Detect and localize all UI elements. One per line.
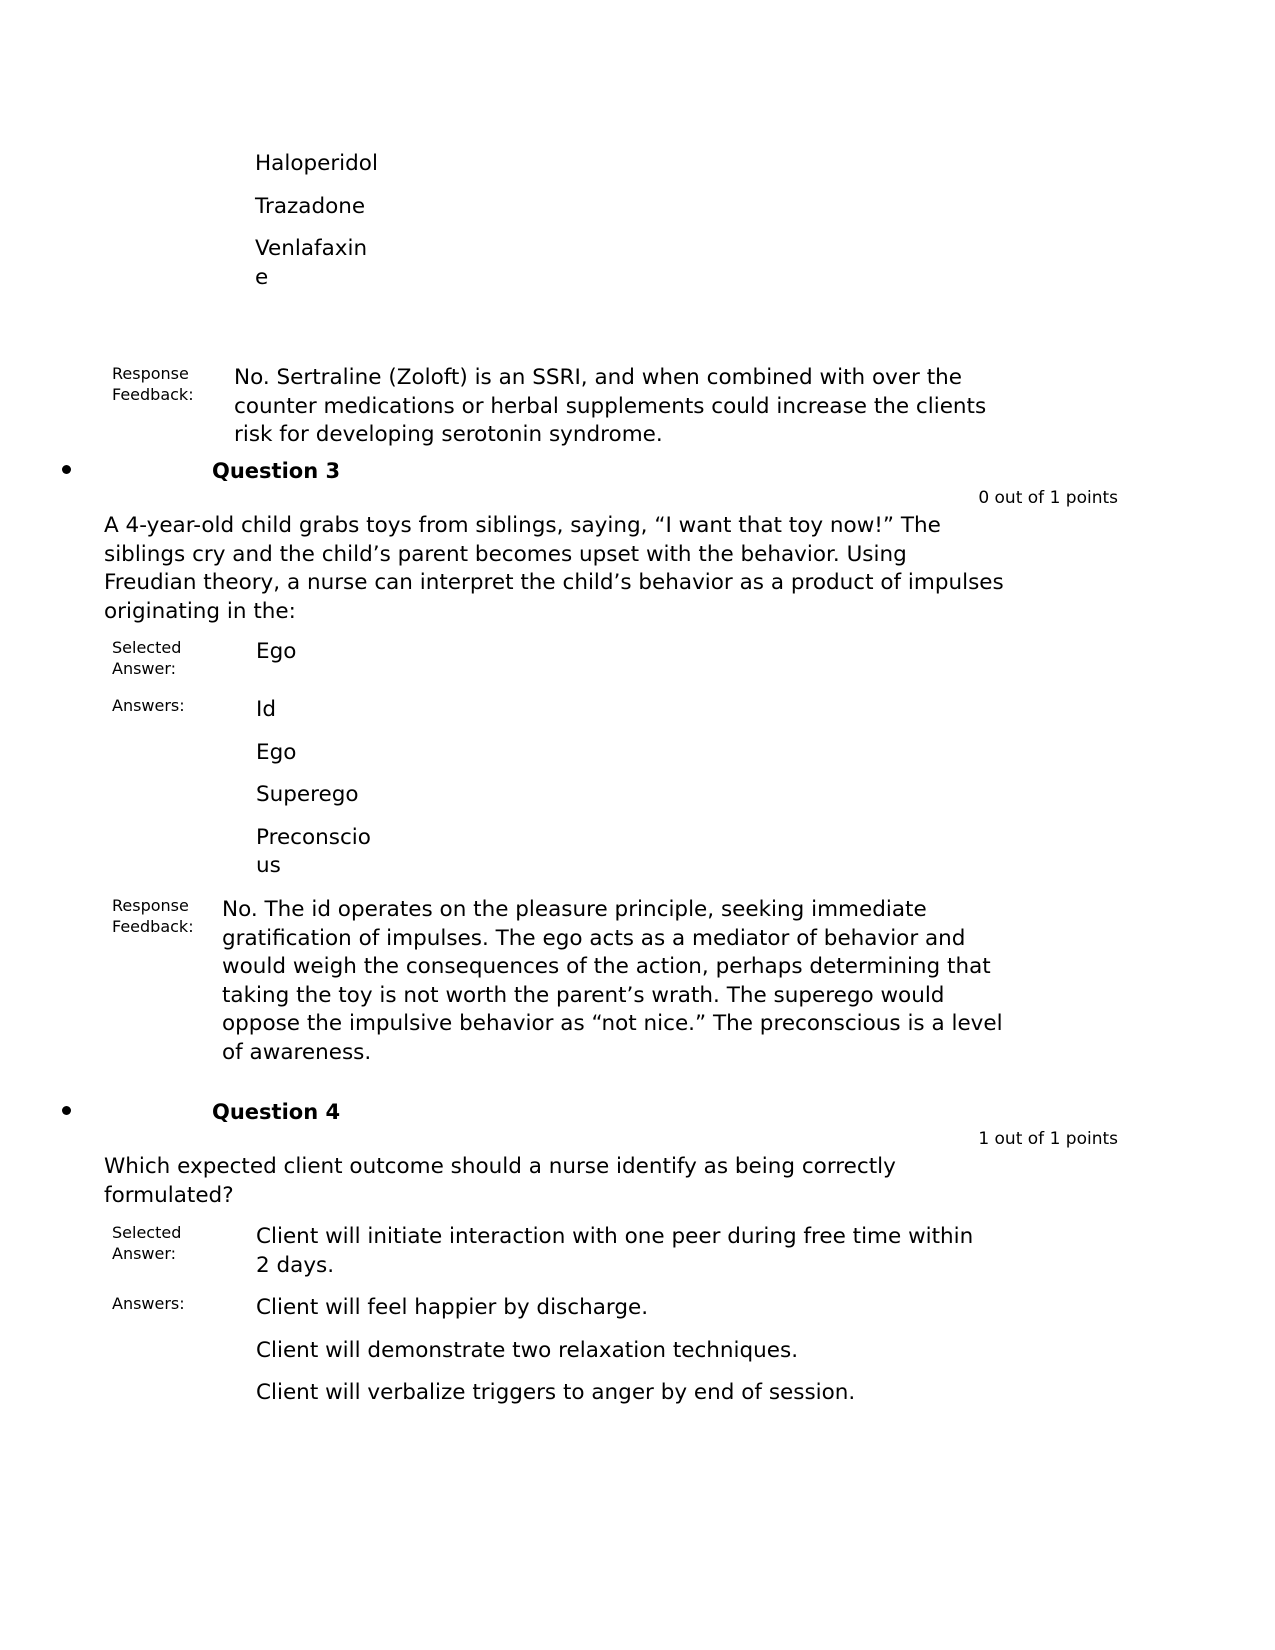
answer-option: Id: [256, 697, 276, 722]
answer-option: Trazadone: [255, 193, 366, 219]
question-4-selected-answer-row: [112, 1223, 1012, 1280]
carryover-response-feedback: [112, 364, 1012, 450]
response-feedback-label: Response Feedback:: [112, 896, 194, 936]
selected-answer-value: Client will initiate interaction with one peer during free time within 2 days.: [256, 1224, 974, 1278]
answers-list: [234, 696, 1012, 881]
question-3-selected-answer-row: [112, 638, 1012, 678]
list-bullet-icon: [62, 1106, 71, 1115]
selected-answer-label: Selected Answer:: [112, 1223, 182, 1263]
response-feedback-text: No. Sertraline (Zoloft) is an SSRI, and when combined with over the counter medications or herbal supplements could increase the clients risk for developing serotonin syndrome.: [234, 365, 987, 448]
carryover-options-list: [255, 150, 380, 306]
answers-list: [234, 1294, 1012, 1408]
question-3-points: 0 out of 1 points: [978, 488, 1118, 508]
question-4-title: Question 4: [212, 1100, 341, 1124]
selected-answer-value: Ego: [256, 639, 297, 664]
answer-option: Ego: [256, 739, 297, 765]
answer-option: Client will demonstrate two relaxation techniques.: [256, 1337, 799, 1363]
answer-option: Superego: [256, 782, 359, 808]
question-4-stem: Which expected client outcome should a nurse identify as being correctly formulated?: [104, 1154, 896, 1208]
question-3-answers-row: [112, 696, 1012, 881]
question-3-response-feedback: [112, 896, 1032, 1068]
answer-option: Haloperidol: [255, 151, 378, 176]
response-feedback-text: No. The id operates on the pleasure principle, seeking immediate gratification of impulses. The ego acts as a mediator of behavior and would weigh the consequences of the action, perhaps determining that taking the toy is not worth the parent’s wrath. The superego would oppose the impulsive behavior as “not nice.” The preconscious is a level of awareness.: [222, 897, 1003, 1065]
selected-answer-label: Selected Answer:: [112, 638, 182, 678]
question-4-points: 1 out of 1 points: [978, 1129, 1118, 1149]
answer-option: Client will feel happier by discharge.: [256, 1295, 649, 1320]
answer-option: Venlafaxine: [255, 236, 368, 290]
question-3-stem: A 4-year-old child grabs toys from siblings, saying, “I want that toy now!” The siblings cry and the child’s parent becomes upset with the behavior. Using Freudian theory, a nurse can interpret the child’s behavior as a product of impulses originating in the:: [104, 513, 1004, 624]
answers-label: Answers:: [112, 696, 185, 715]
list-bullet-icon: [62, 465, 71, 474]
answers-label: Answers:: [112, 1294, 185, 1313]
answer-option: Client will verbalize triggers to anger by end of session.: [256, 1380, 856, 1406]
answer-option: Preconscious: [256, 824, 371, 879]
response-feedback-label: Response Feedback:: [112, 364, 194, 404]
question-4-answers-row: [112, 1294, 1012, 1408]
question-3-title: Question 3: [212, 459, 341, 483]
